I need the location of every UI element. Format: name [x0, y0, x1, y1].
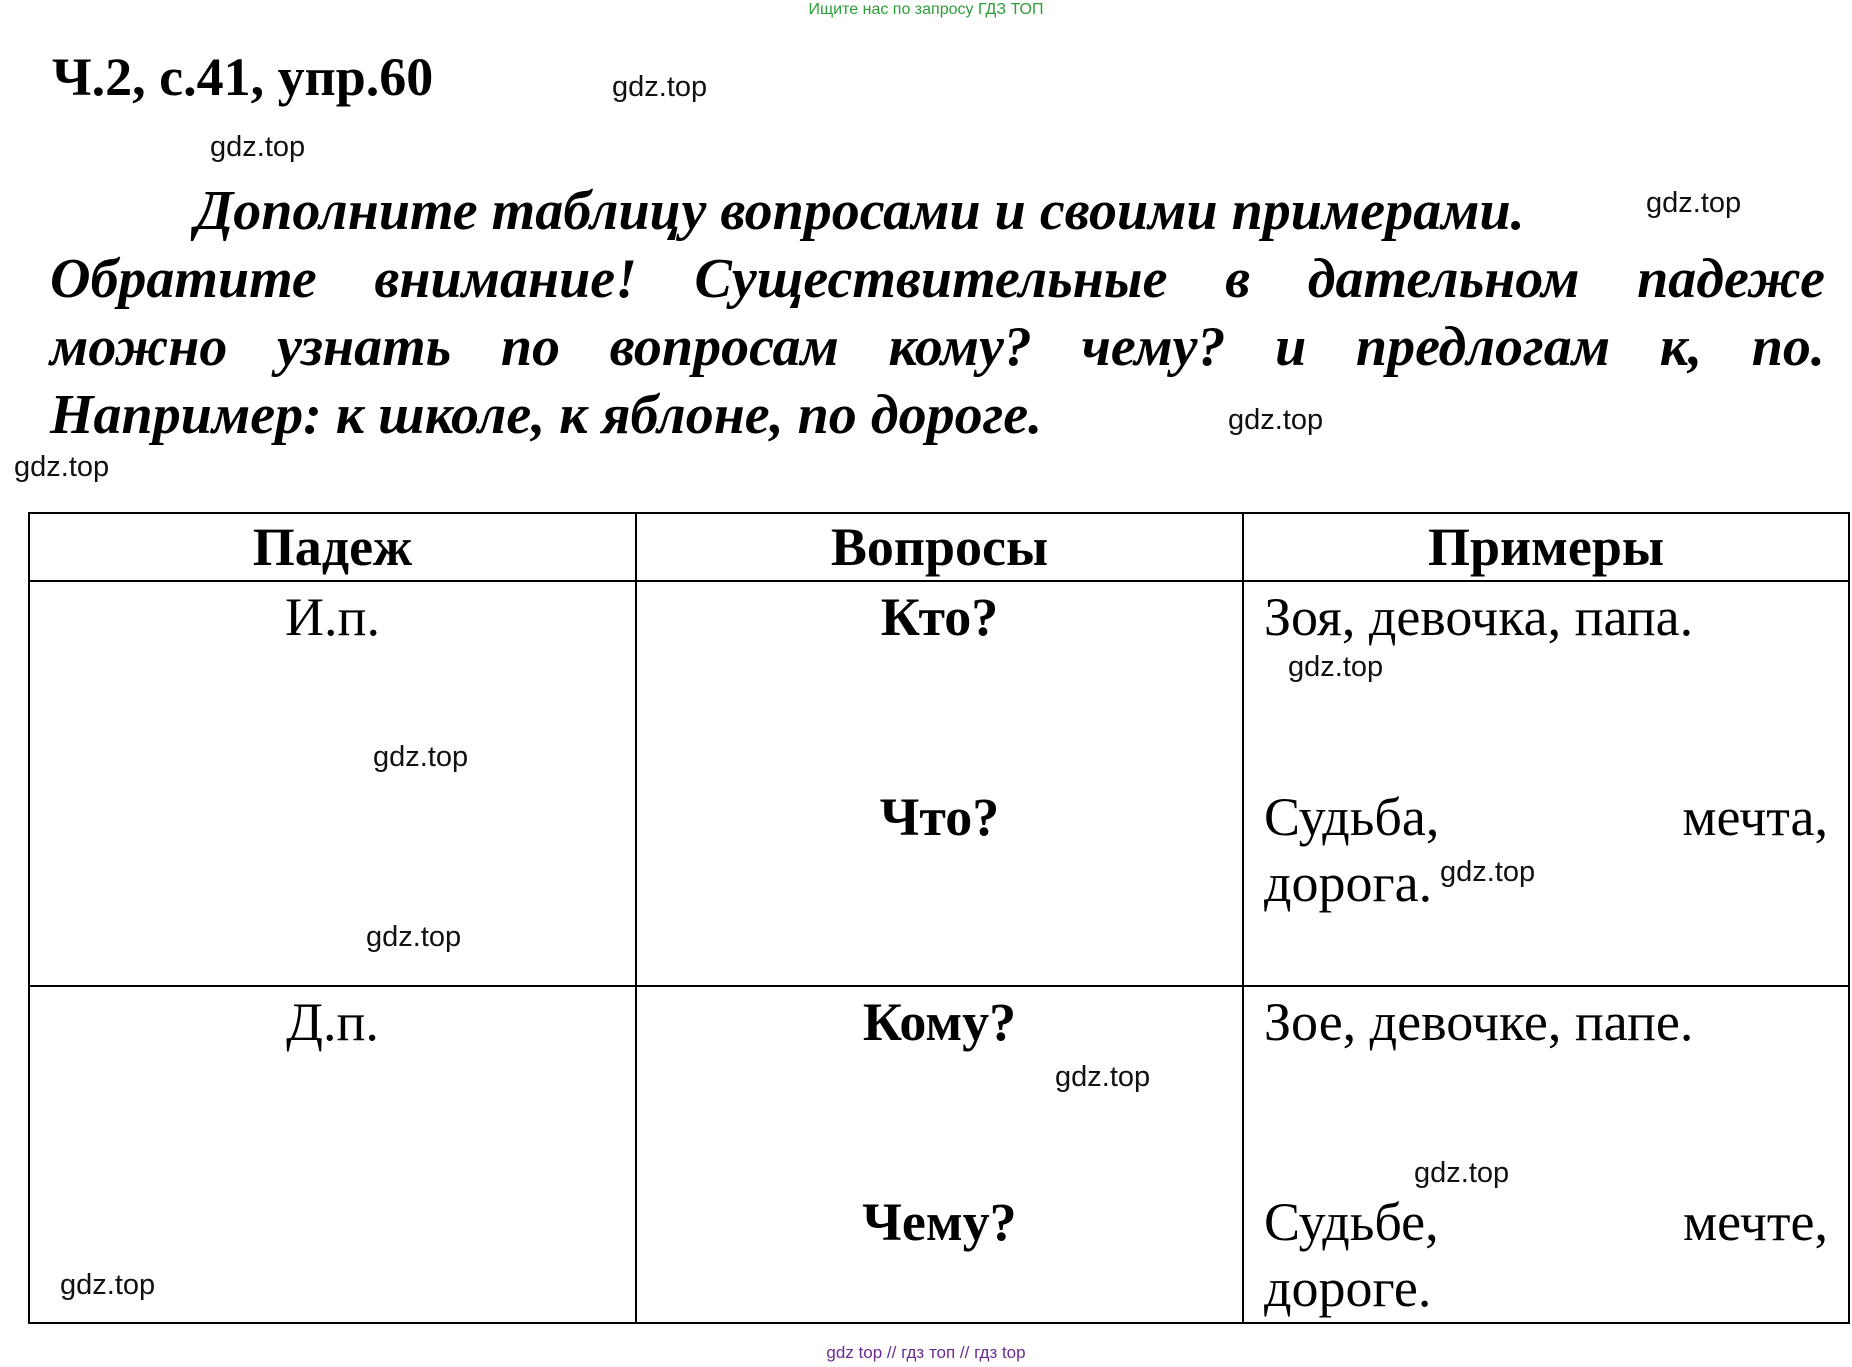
- case-cell: И.п.: [29, 581, 636, 986]
- watermark: gdz.top: [210, 131, 306, 163]
- question: Кто?: [880, 587, 999, 648]
- instruction-line-3: [50, 314, 1825, 380]
- example-line: Зоя, девочка, папа.: [1264, 587, 1694, 648]
- instruction-word: кому?: [888, 316, 1032, 378]
- watermark: gdz.top: [612, 71, 708, 103]
- example-block: [1264, 784, 1828, 916]
- example-line: Зое, девочке, папе.: [1264, 992, 1694, 1053]
- example-word: Судьбе,: [1264, 1192, 1439, 1253]
- question: Чему?: [862, 1192, 1017, 1253]
- watermark: gdz.top: [1646, 187, 1742, 219]
- cases-table: [28, 512, 1848, 1324]
- watermark: gdz.top: [1414, 1157, 1510, 1189]
- instruction-word: вопросам: [609, 316, 839, 378]
- search-banner: Ищите нас по запросу ГДЗ ТОП: [808, 1, 1044, 18]
- instruction-word: падеже: [1637, 248, 1825, 310]
- example-word: мечта,: [1682, 787, 1828, 848]
- instruction-word: внимание!: [374, 248, 637, 310]
- question: Кому?: [862, 992, 1017, 1053]
- questions-cell: [636, 986, 1243, 1323]
- table-row: [29, 986, 1849, 1323]
- instruction-word: Существительные: [694, 248, 1168, 310]
- question: Что?: [879, 787, 1000, 848]
- watermark: gdz.top: [366, 921, 462, 953]
- examples-cell: [1243, 581, 1849, 986]
- instruction-line-1: Дополните таблицу вопросами и своими примерами.: [195, 180, 1525, 242]
- questions-cell: [636, 581, 1243, 986]
- watermark: gdz.top: [1288, 651, 1384, 683]
- instruction-line-4: Например: к школе, к яблоне, по дороге.: [50, 384, 1043, 446]
- instruction-word: узнать: [277, 316, 452, 378]
- instruction-word: и: [1275, 316, 1307, 378]
- instruction-word: в: [1225, 248, 1251, 310]
- table-row: [29, 581, 1849, 986]
- watermark: gdz.top: [1440, 856, 1536, 888]
- header-questions: Вопросы: [636, 513, 1243, 581]
- instruction-word: по.: [1751, 316, 1825, 378]
- header-examples: Примеры: [1243, 513, 1849, 581]
- footer-text: gdz top // гдз топ // гдз top: [826, 1343, 1026, 1362]
- instruction-word: к,: [1659, 316, 1703, 378]
- example-word: дороге.: [1264, 1258, 1432, 1319]
- example-block: [1264, 1189, 1828, 1321]
- watermark: gdz.top: [14, 451, 110, 483]
- instruction-word: Обратите: [50, 248, 317, 310]
- example-word: Судьба,: [1264, 787, 1440, 848]
- watermark: gdz.top: [60, 1269, 156, 1301]
- header-case: Падеж: [29, 513, 636, 581]
- watermark: gdz.top: [1228, 404, 1324, 436]
- exercise-heading: Ч.2, с.41, упр.60: [52, 47, 434, 107]
- instruction-word: чему?: [1081, 316, 1226, 378]
- instruction-word: можно: [50, 316, 228, 378]
- watermark: gdz.top: [1055, 1061, 1151, 1093]
- example-word: мечте,: [1682, 1192, 1828, 1253]
- instruction-word: по: [500, 316, 561, 378]
- case-cell: Д.п.: [29, 986, 636, 1323]
- watermark: gdz.top: [373, 741, 469, 773]
- examples-cell: [1243, 986, 1849, 1323]
- instruction-word: предлогам: [1355, 316, 1611, 378]
- instruction-line-2: [50, 246, 1825, 312]
- instruction-word: дательном: [1307, 248, 1580, 310]
- example-word: дорога.: [1264, 853, 1433, 914]
